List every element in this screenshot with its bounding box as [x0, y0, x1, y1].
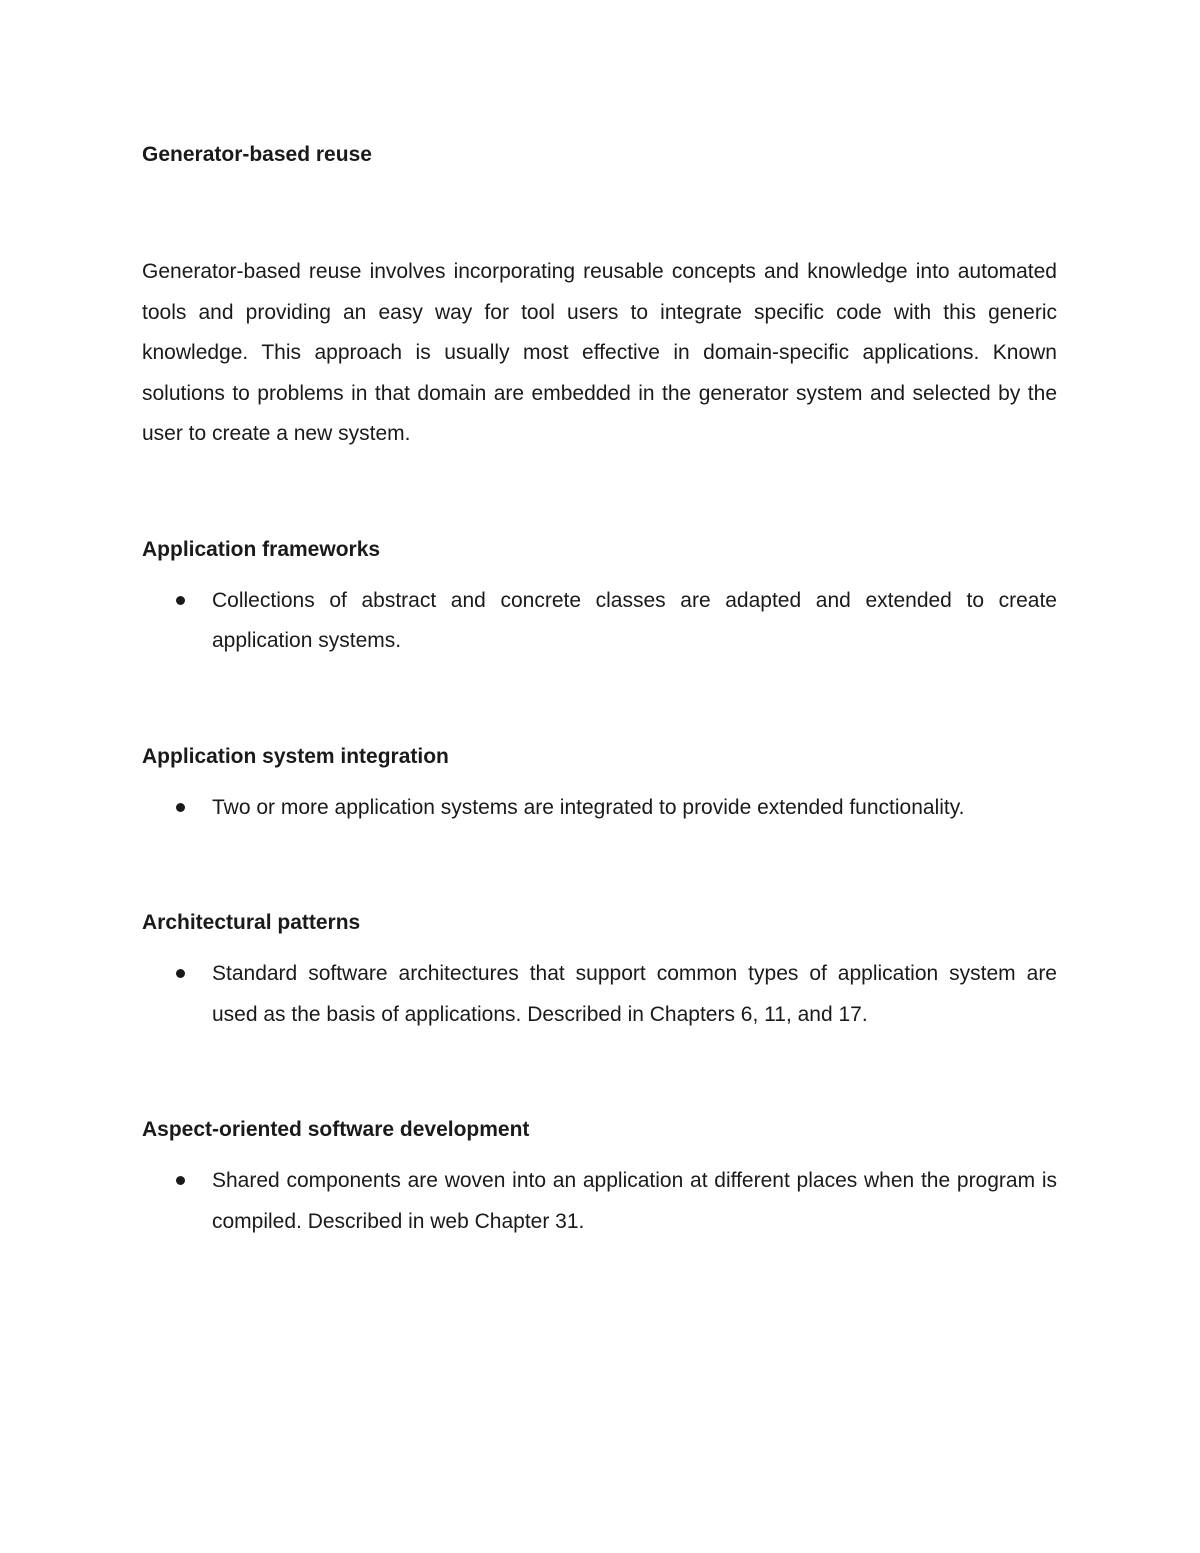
list-item	[142, 581, 1057, 662]
section-heading: Architectural patterns	[142, 911, 361, 934]
page-title: Generator-based reuse	[142, 143, 372, 166]
list-item	[142, 954, 1057, 1035]
document-content	[142, 140, 1057, 1242]
bullet-list	[142, 581, 1057, 662]
list-item-text: Shared components are woven into an application at different places when the program is compiled. Described in web Chapter 31.	[212, 1169, 1057, 1233]
bullet-list	[142, 954, 1057, 1035]
section-architectural-patterns	[142, 908, 1057, 1035]
list-item-text: Collections of abstract and concrete classes are adapted and extended to create application systems.	[212, 588, 1057, 652]
list-item-text: Two or more application systems are integrated to provide extended functionality.	[212, 795, 965, 819]
intro-paragraph: Generator-based reuse involves incorporating reusable concepts and knowledge into automated tools and providing an easy way for tool users to integrate specific code with this generic knowledge. This approach is usually most effective in domain-specific applications. Known solutions to problems in that domain are embedded in the generator system and selected by the user to create a new system.	[142, 260, 1057, 445]
section-application-frameworks	[142, 535, 1057, 662]
section-aspect-oriented-development	[142, 1115, 1057, 1242]
bullet-icon	[176, 803, 185, 812]
section-heading: Application system integration	[142, 744, 449, 768]
list-item	[142, 1161, 1057, 1242]
section-heading: Aspect-oriented software development	[142, 1118, 530, 1141]
bullet-icon	[176, 969, 185, 978]
list-item-text: Standard software architectures that support common types of application system are used as the basis of applications. Described in Chapters 6, 11, and 17.	[212, 962, 1057, 1026]
bullet-icon	[176, 596, 185, 605]
list-item	[142, 788, 1057, 829]
bullet-icon	[176, 1176, 185, 1185]
section-application-system-integration	[142, 742, 1057, 829]
bullet-list	[142, 1161, 1057, 1242]
section-heading: Application frameworks	[142, 537, 381, 561]
bullet-list	[142, 788, 1057, 829]
